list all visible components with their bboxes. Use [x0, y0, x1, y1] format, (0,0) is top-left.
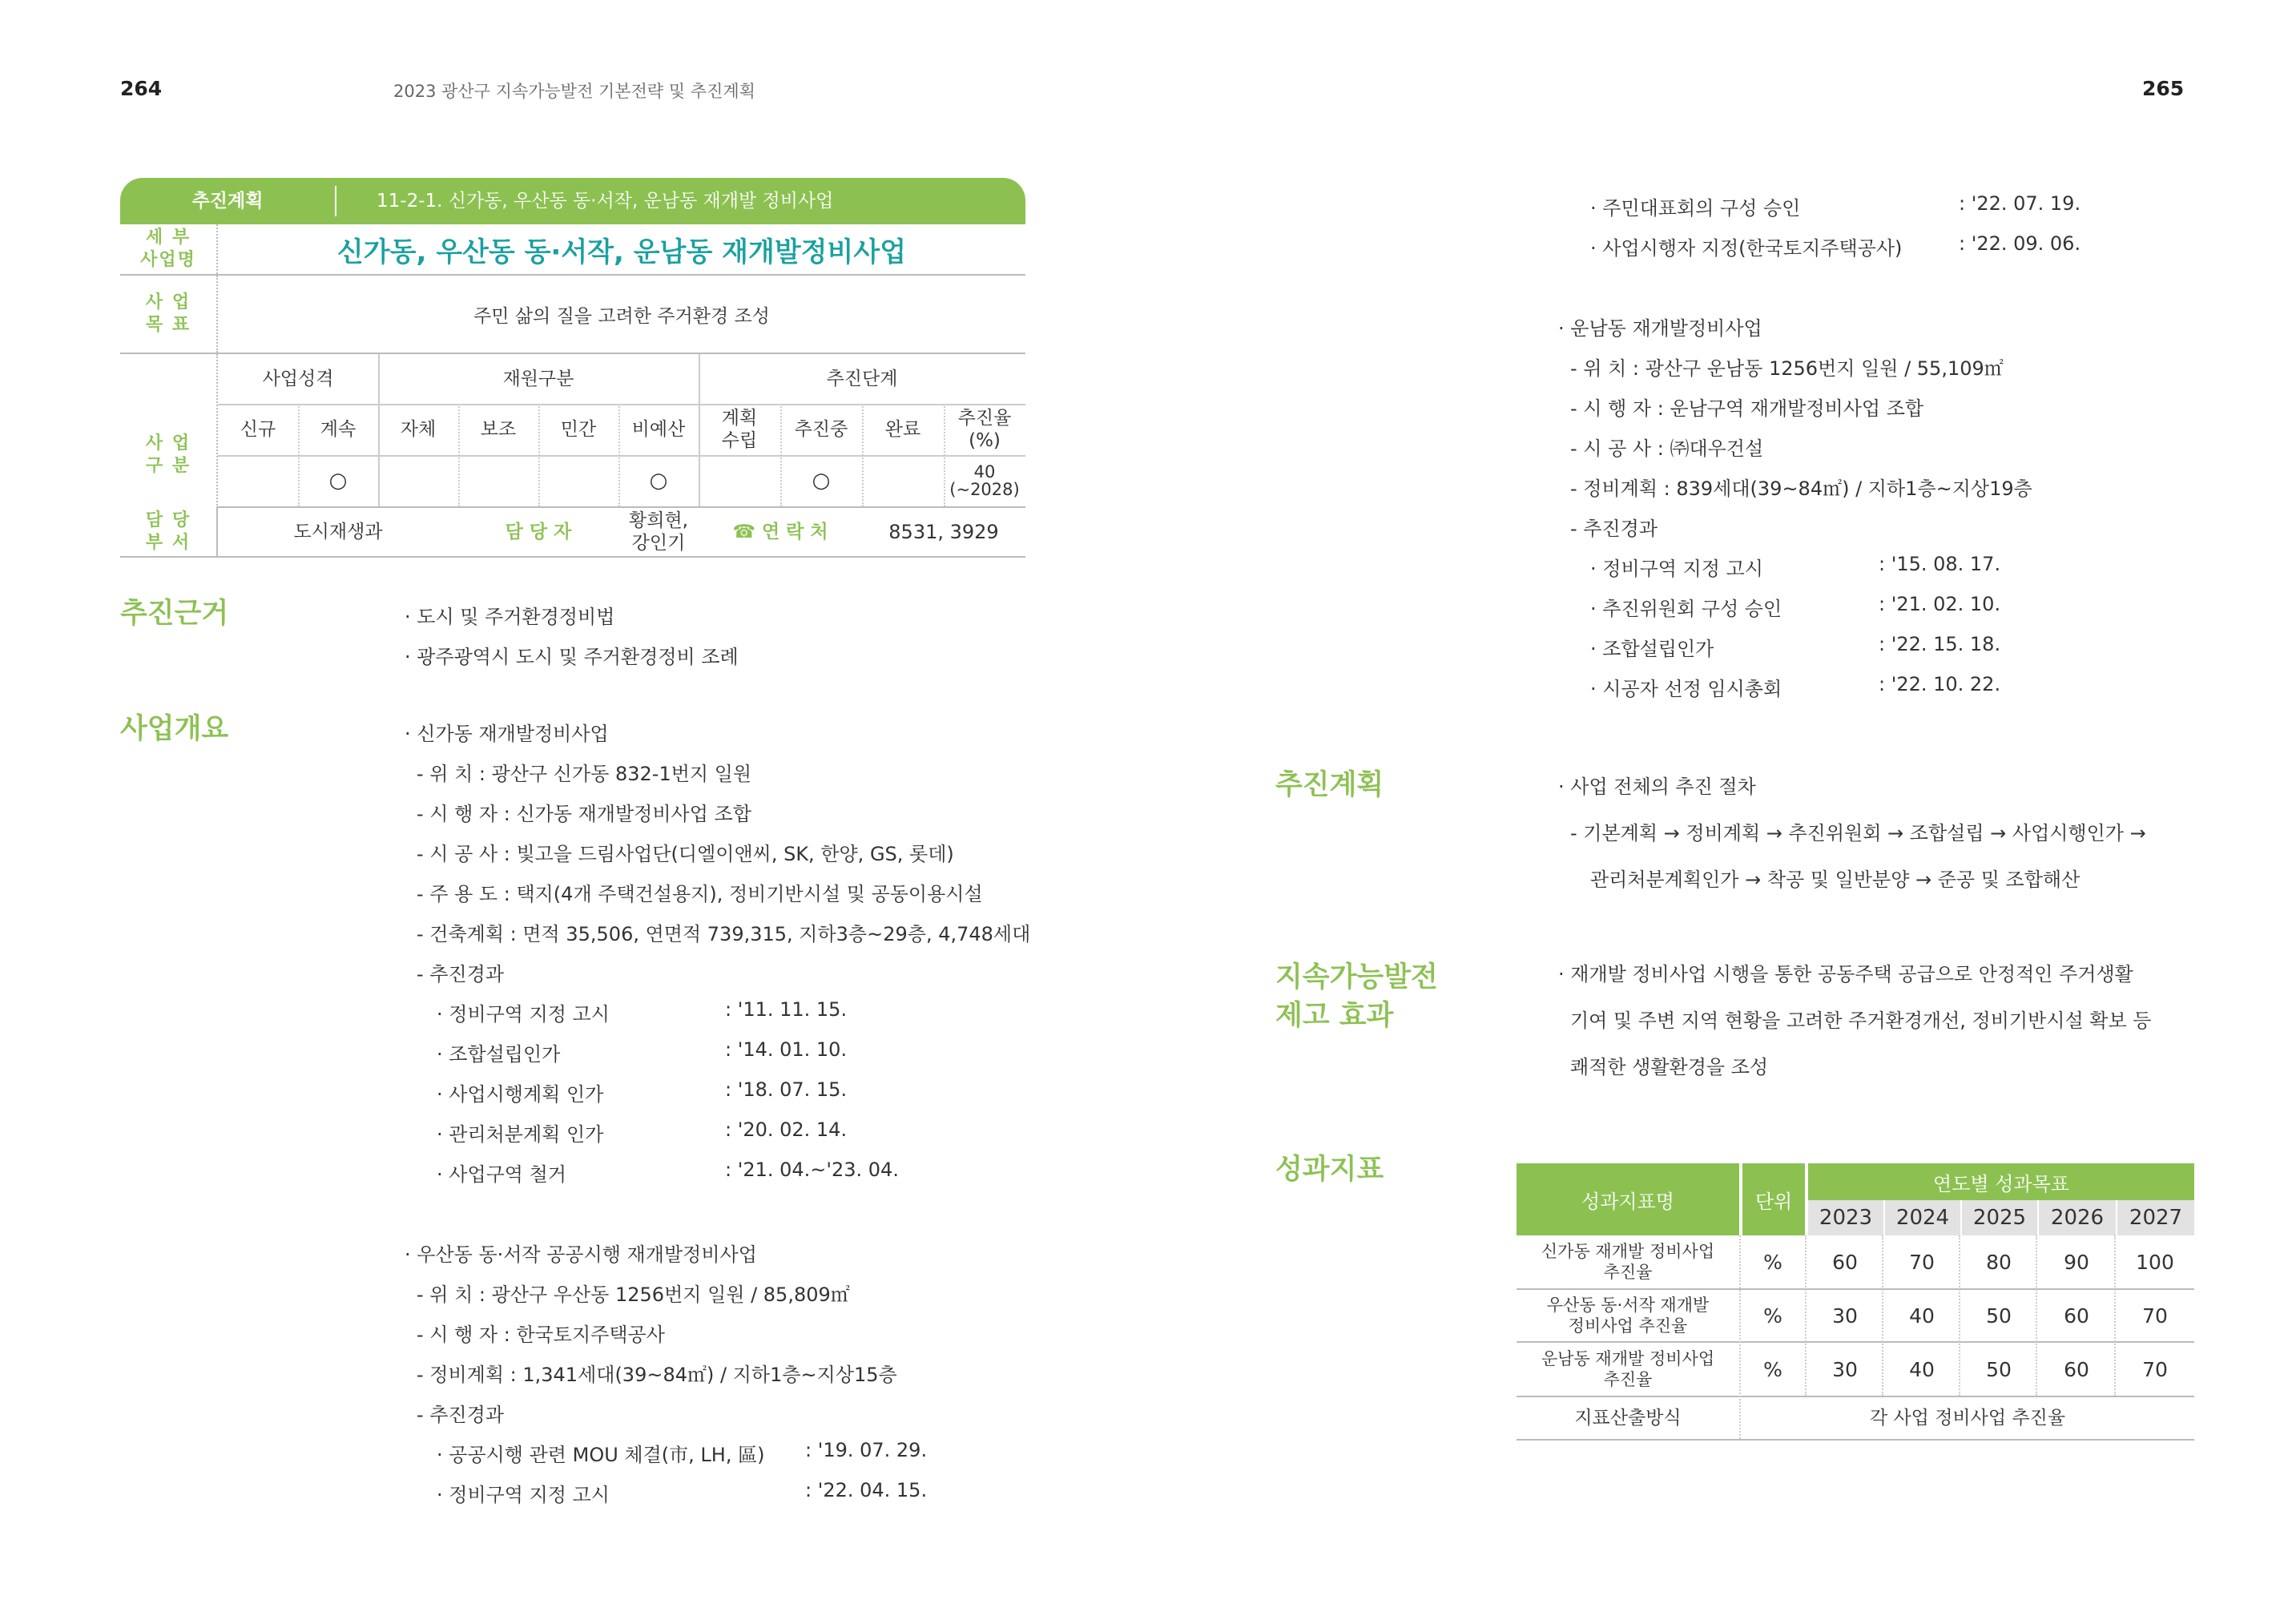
perf-cell: 80 — [1986, 1250, 2012, 1274]
usan-history-date: : '22. 04. 15. — [805, 1479, 928, 1501]
effect-item: · 재개발 정비사업 시행을 통한 공동주택 공급으로 안정적인 주거생활 — [1558, 963, 2133, 985]
manager-names: 황희현, 강인기 — [629, 510, 688, 554]
unnam-line: - 정비계획 : 839세대(39~84㎡) / 지하1층~지상19층 — [1570, 478, 2032, 500]
mark-progress: ○ — [812, 469, 831, 493]
running-title: 2023 광산구 지속가능발전 기본전략 및 추진계획 — [393, 82, 755, 101]
singa-history-item: · 조합설립인가 — [437, 1043, 561, 1066]
info-header-code: 11-2-1. 신가동, 우산동 동·서작, 운남동 재개발 정비사업 — [377, 191, 834, 212]
col-plan: 계획 수립 — [721, 408, 758, 451]
usan-cont-date: : '22. 09. 06. — [1959, 232, 2081, 255]
singa-line: - 시 행 자 : 신가동 재개발정비사업 조합 — [417, 803, 751, 825]
singa-line: - 추진경과 — [417, 963, 505, 985]
effect-heading: 제고 효과 — [1275, 1000, 1394, 1032]
effect-heading: 지속가능발전 — [1275, 961, 1438, 993]
col-rate: 추진율 (%) — [957, 408, 1012, 451]
project-name-row — [120, 224, 1025, 276]
singa-history-item: · 관리처분계획 인가 — [437, 1123, 604, 1146]
project-goal: 주민 삶의 질을 고려한 주거환경 조성 — [473, 305, 770, 327]
info-table-header — [120, 178, 1025, 224]
perf-col-target: 연도별 성과목표 — [1807, 1163, 2194, 1200]
plan-heading: 추진계획 — [1275, 769, 1384, 801]
col-done: 완료 — [884, 419, 921, 440]
detail-project-label: 세 부 사업명 — [120, 224, 218, 274]
perf-cell: 40 — [1909, 1357, 1935, 1381]
singa-history-item: · 정비구역 지정 고시 — [437, 1003, 610, 1026]
col-continue: 계속 — [320, 419, 356, 440]
classification-label: 사 업 구 분 — [120, 354, 218, 556]
unnam-history-item: · 조합설립인가 — [1590, 638, 1714, 660]
contact-number: 8531, 3929 — [888, 521, 999, 543]
singa-history-item: · 사업구역 철거 — [437, 1163, 566, 1186]
plan-item: 관리처분계획인가 → 착공 및 일반분양 → 준공 및 조합해산 — [1590, 868, 2080, 891]
unnam-history-date: : '21. 02. 10. — [1879, 593, 2001, 615]
perf-year: 2023 — [1807, 1200, 1883, 1235]
unnam-line: - 시 행 자 : 운남구역 재개발정비사업 조합 — [1570, 397, 1924, 420]
perf-year: 2026 — [2037, 1200, 2116, 1235]
singa-line: - 위 치 : 광산구 신가동 832-1번지 일원 — [417, 763, 752, 785]
unnam-history-item: · 추진위원회 구성 승인 — [1590, 598, 1782, 620]
usan-line: - 위 치 : 광산구 우산동 1256번지 일원 / 85,809㎡ — [417, 1284, 850, 1306]
kpi-heading: 성과지표 — [1275, 1154, 1384, 1186]
usan-title: · 우산동 동·서작 공공시행 재개발정비사업 — [405, 1243, 757, 1266]
perf-cell: 90 — [2064, 1250, 2089, 1274]
perf-cell: 30 — [1832, 1357, 1858, 1381]
singa-history-item: · 사업시행계획 인가 — [437, 1083, 604, 1106]
perf-cell: 100 — [2136, 1250, 2174, 1274]
unnam-history-date: : '22. 10. 22. — [1879, 673, 2001, 695]
usan-cont-date: : '22. 07. 19. — [1959, 192, 2081, 215]
perf-year: 2025 — [1960, 1200, 2037, 1235]
rate-value: 40 (~2028) — [949, 462, 1020, 499]
perf-cell: 40 — [1909, 1304, 1935, 1328]
mark-nonbudget: ○ — [649, 469, 668, 493]
contact-label: ☎ 연 락 처 — [732, 522, 828, 542]
unnam-history-date: : '15. 08. 17. — [1879, 553, 2001, 575]
perf-year: 2024 — [1883, 1200, 1960, 1235]
col-nonbudget: 비예산 — [631, 419, 686, 440]
group-nature: 사업성격 — [262, 369, 334, 389]
info-header-label: 추진계획 — [191, 191, 264, 212]
perf-cell: 30 — [1832, 1304, 1858, 1328]
unnam-line: - 추진경과 — [1570, 518, 1658, 540]
unnam-line: - 시 공 사 : ㈜대우건설 — [1570, 437, 1764, 460]
perf-row-name: 신가동 재개발 정비사업 추진율 — [1541, 1242, 1715, 1282]
perf-year: 2027 — [2116, 1200, 2194, 1235]
singa-title: · 신가동 재개발정비사업 — [405, 723, 609, 745]
perf-cell: 70 — [1909, 1250, 1935, 1274]
perf-cell: 60 — [1832, 1250, 1858, 1274]
perf-cell: 50 — [1986, 1304, 2012, 1328]
perf-cell: 70 — [2142, 1304, 2168, 1328]
perf-row-name: 우산동 동·서작 재개발 정비사업 추진율 — [1546, 1296, 1710, 1336]
unnam-history-item: · 정비구역 지정 고시 — [1590, 558, 1763, 580]
singa-line: - 건축계획 : 면적 35,506, 연면적 739,315, 지하3층~29층, 4,748세대 — [417, 923, 1031, 945]
singa-history-date: : '18. 07. 15. — [725, 1078, 848, 1101]
singa-line: - 주 용 도 : 택지(4개 주택건설용지), 정비기반시설 및 공동이용시설 — [417, 883, 983, 905]
perf-col-name: 성과지표명 — [1517, 1163, 1739, 1235]
perf-cell: 60 — [2064, 1304, 2089, 1328]
overview-heading: 사업개요 — [120, 713, 229, 745]
page-number-left: 264 — [120, 77, 163, 100]
department: 도시재생과 — [293, 522, 383, 542]
classification-row — [120, 354, 1025, 558]
effect-item: 기여 및 주변 지역 현황을 고려한 주거환경개선, 정비기반시설 확보 등 — [1570, 1009, 2152, 1032]
usan-history-item: · 공공시행 관련 MOU 체결(市, LH, 區) — [437, 1444, 765, 1466]
perf-method-value: 각 사업 정비사업 추진율 — [1869, 1408, 2066, 1429]
singa-line: - 시 공 사 : 빛고을 드림사업단(디엘이앤씨, SK, 한양, GS, 롯데) — [417, 843, 954, 865]
col-private: 민간 — [560, 419, 597, 440]
perf-col-unit: 단위 — [1741, 1163, 1805, 1235]
goal-label: 사 업 목 표 — [120, 276, 218, 353]
unnam-history-date: : '22. 15. 18. — [1879, 633, 2001, 655]
perf-row-unit: % — [1763, 1304, 1782, 1328]
col-subsidy: 보조 — [480, 419, 517, 440]
goal-row — [120, 276, 1025, 354]
group-funding: 재원구분 — [502, 369, 574, 389]
group-stage: 추진단계 — [826, 369, 898, 389]
usan-line: - 추진경과 — [417, 1404, 505, 1426]
perf-row-unit: % — [1763, 1250, 1782, 1274]
singa-history-date: : '11. 11. 15. — [725, 998, 848, 1021]
manager-label: 담 당 자 — [505, 522, 572, 542]
perf-row-unit: % — [1763, 1357, 1782, 1381]
col-self: 자체 — [400, 419, 437, 440]
basis-item: · 광주광역시 도시 및 주거환경정비 조례 — [405, 646, 739, 668]
plan-item: · 사업 전체의 추진 절차 — [1558, 776, 1756, 798]
perf-cell: 70 — [2142, 1357, 2168, 1381]
project-info-table — [120, 178, 1025, 558]
perf-method-label: 지표산출방식 — [1574, 1408, 1682, 1429]
col-new: 신규 — [240, 419, 276, 440]
perf-cell: 50 — [1986, 1357, 2012, 1381]
unnam-line: - 위 치 : 광산구 운남동 1256번지 일원 / 55,109㎡ — [1570, 357, 2004, 380]
basis-item: · 도시 및 주거환경정비법 — [405, 606, 615, 628]
perf-cell: 60 — [2064, 1357, 2089, 1381]
basis-heading: 추진근거 — [120, 598, 229, 630]
usan-cont-item: · 주민대표회의 구성 승인 — [1590, 197, 1801, 220]
usan-history-item: · 정비구역 지정 고시 — [437, 1484, 610, 1506]
usan-line: - 시 행 자 : 한국토지주택공사 — [417, 1324, 665, 1346]
effect-item: 쾌적한 생활환경을 조성 — [1570, 1056, 1769, 1078]
usan-line: - 정비계획 : 1,341세대(39~84㎡) / 지하1층~지상15층 — [417, 1364, 897, 1386]
perf-row-name: 운남동 재개발 정비사업 추진율 — [1541, 1349, 1715, 1389]
singa-history-date: : '21. 04.~'23. 04. — [725, 1159, 899, 1181]
mark-continue: ○ — [328, 469, 348, 493]
singa-history-date: : '14. 01. 10. — [725, 1038, 848, 1061]
usan-cont-item: · 사업시행자 지정(한국토지주택공사) — [1590, 237, 1903, 260]
page-number-right: 265 — [2142, 77, 2185, 100]
col-progress: 추진중 — [794, 419, 848, 440]
dept-label: 담 당 부 서 — [120, 506, 218, 558]
usan-history-date: : '19. 07. 29. — [805, 1439, 928, 1461]
unnam-title: · 운남동 재개발정비사업 — [1558, 317, 1762, 340]
singa-history-date: : '20. 02. 14. — [725, 1118, 848, 1141]
plan-item: - 기본계획 → 정비계획 → 추진위원회 → 조합설립 → 사업시행인가 → — [1570, 822, 2146, 844]
project-name: 신가동, 우산동 동·서작, 운남동 재개발정비사업 — [336, 236, 907, 268]
unnam-history-item: · 시공자 선정 임시총회 — [1590, 678, 1782, 700]
